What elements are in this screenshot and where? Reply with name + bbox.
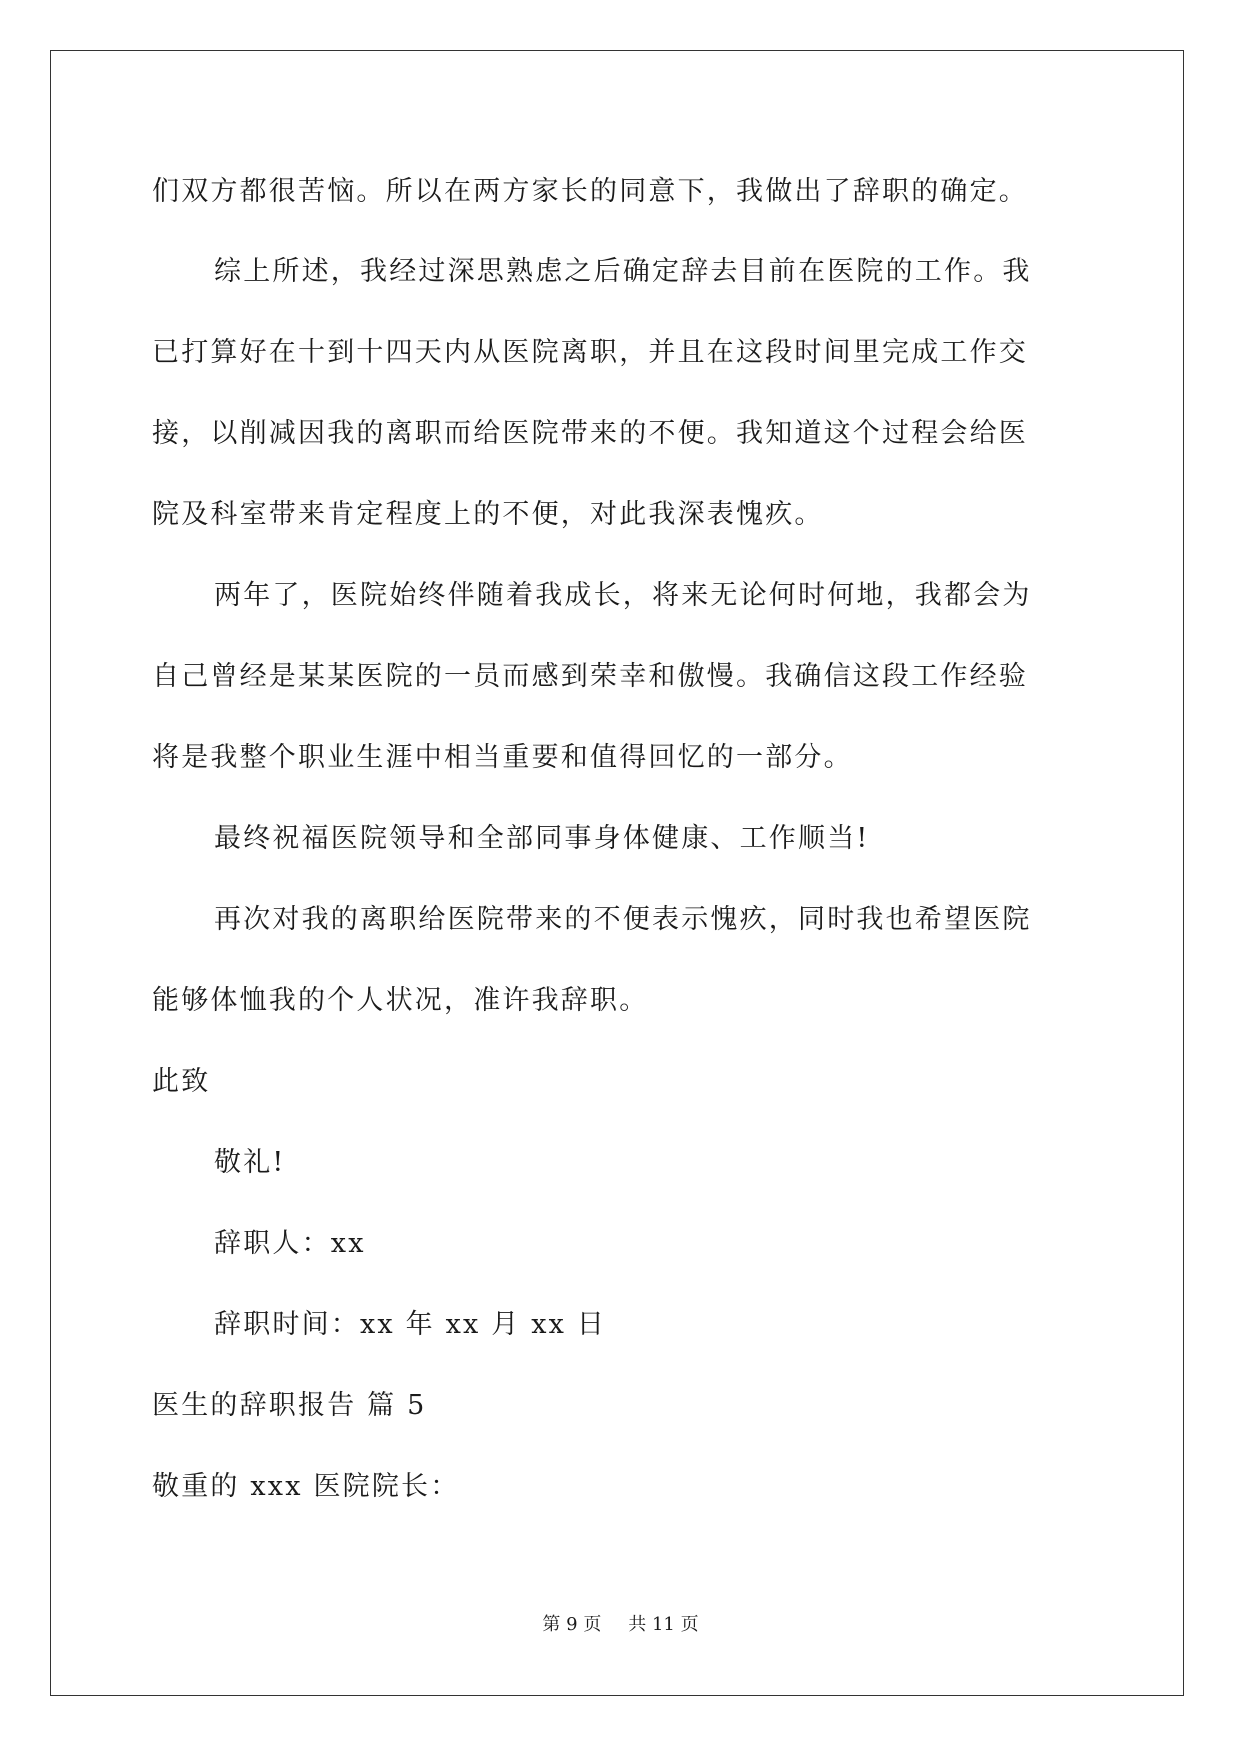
paragraph-line: 两年了，医院始终伴随着我成长，将来无论何时何地，我都会为 xyxy=(214,580,1032,611)
paragraph-line: 最终祝福医院领导和全部同事身体健康、工作顺当! xyxy=(214,823,870,854)
paragraph-line: 能够体恤我的个人状况，准许我辞职。 xyxy=(152,985,649,1016)
page-number: 第 9 页 xyxy=(542,1614,602,1635)
date-line: 辞职时间：xx 年 xx 月 xx 日 xyxy=(214,1309,607,1340)
paragraph-line: 综上所述，我经过深思熟虑之后确定辞去目前在医院的工作。我 xyxy=(214,256,1032,287)
paragraph-line: 再次对我的离职给医院带来的不便表示愧疚，同时我也希望医院 xyxy=(214,904,1032,935)
paragraph-line: 接，以削减因我的离职而给医院带来的不便。我知道这个过程会给医 xyxy=(152,418,1028,449)
salutation-line: 此致 xyxy=(152,1066,211,1097)
greeting-line: 敬重的 xxx 医院院长： xyxy=(152,1471,460,1502)
page-total: 共 11 页 xyxy=(628,1614,699,1635)
paragraph-line: 将是我整个职业生涯中相当重要和值得回忆的一部分。 xyxy=(152,742,853,773)
page-footer xyxy=(0,1613,1241,1637)
closing-line: 敬礼! xyxy=(214,1147,286,1178)
paragraph-line: 院及科室带来肯定程度上的不便，对此我深表愧疚。 xyxy=(152,499,824,530)
signer-line: 辞职人：xx xyxy=(214,1228,366,1259)
section-heading: 医生的辞职报告 篇 5 xyxy=(152,1390,427,1421)
page-border xyxy=(50,50,1184,1696)
paragraph-line: 自己曾经是某某医院的一员而感到荣幸和傲慢。我确信这段工作经验 xyxy=(152,661,1028,692)
paragraph-line: 们双方都很苦恼。所以在两方家长的同意下，我做出了辞职的确定。 xyxy=(152,176,1028,207)
paragraph-line: 已打算好在十到十四天内从医院离职，并且在这段时间里完成工作交 xyxy=(152,337,1028,368)
